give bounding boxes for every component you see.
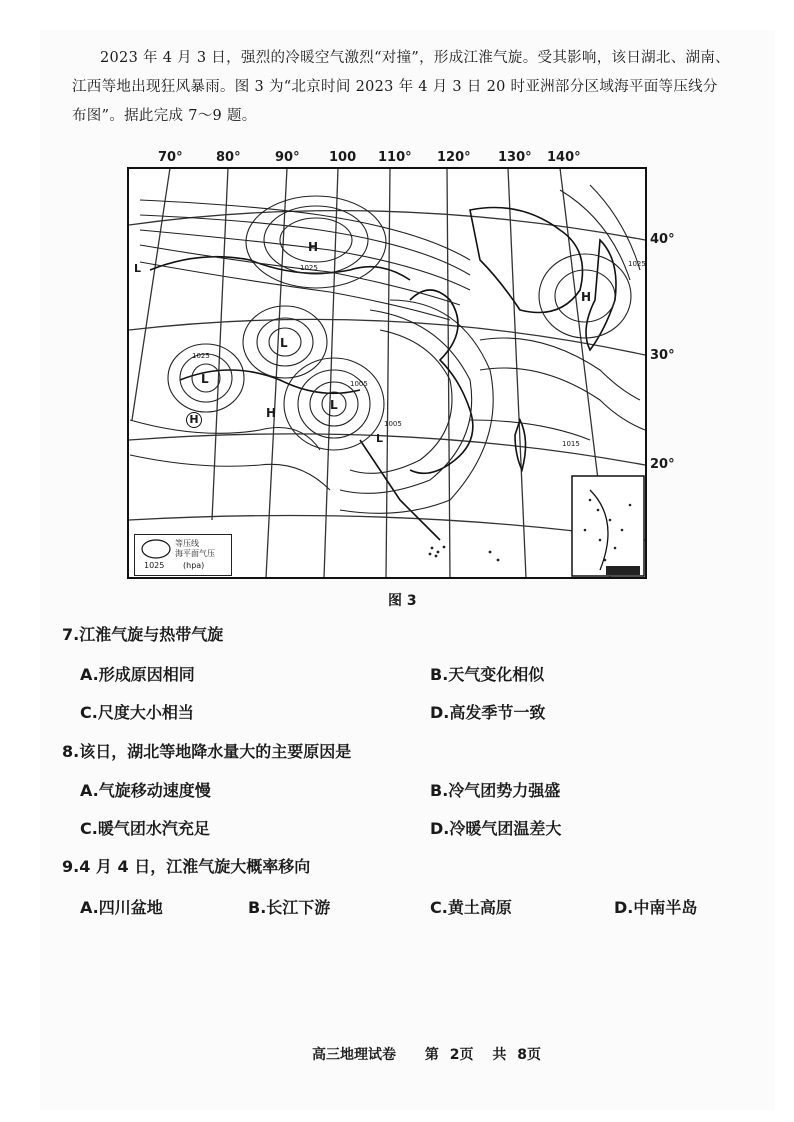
legend-value: 1025 <box>144 561 165 570</box>
latitude-label: 20° <box>650 457 675 472</box>
isobar-value: 1005 <box>350 380 368 388</box>
option-b[interactable]: B.长江下游 <box>248 898 331 917</box>
low-pressure-marker: L <box>280 336 288 350</box>
isobar-value: 1025 <box>192 352 210 360</box>
longitude-label: 130° <box>498 150 532 165</box>
longitude-label: 80° <box>216 150 241 165</box>
question-7 <box>62 622 223 645</box>
isobar-value: 1005 <box>384 420 402 428</box>
latitude-label: 30° <box>650 348 675 363</box>
legend-unit: (hpa) <box>183 561 205 570</box>
low-pressure-marker: L <box>376 432 384 445</box>
scale-bar <box>606 566 640 575</box>
high-pressure-marker: H <box>186 412 202 428</box>
option-a[interactable]: A.形成原因相同 <box>80 665 195 684</box>
longitude-label: 120° <box>437 150 471 165</box>
legend-isobar-label: 等压线 <box>175 539 199 548</box>
footer-total: 共 8页 <box>492 1047 541 1063</box>
option-c[interactable]: C.黄土高原 <box>430 898 512 917</box>
option-a[interactable]: A.四川盆地 <box>80 898 163 917</box>
longitude-label: 140° <box>547 150 581 165</box>
low-pressure-marker: L <box>330 398 338 412</box>
isobar-value: 1025 <box>300 264 318 272</box>
question-9 <box>62 854 310 877</box>
question-number: 7. <box>62 625 80 644</box>
isobar-value: 1015 <box>562 440 580 448</box>
legend-pressure-label: 海平面气压 <box>175 549 215 558</box>
longitude-label: 100 <box>329 150 357 165</box>
option-b[interactable]: B.天气变化相似 <box>430 665 545 684</box>
option-d[interactable]: D.冷暖气团温差大 <box>430 819 562 838</box>
question-number: 9. <box>62 857 80 876</box>
longitude-label: 90° <box>275 150 300 165</box>
low-pressure-marker: L <box>201 372 209 386</box>
high-pressure-marker: H <box>266 406 277 420</box>
option-c[interactable]: C.尺度大小相当 <box>80 703 194 722</box>
footer-title: 高三地理试卷 <box>312 1047 396 1063</box>
option-d[interactable]: D.高发季节一致 <box>430 703 546 722</box>
intro-text: 2023 年 4 月 3 日，强烈的冷暖空气激烈“对撞”，形成江淮气旋。受其影响，该日湖北、湖南、江西等地出现狂风暴雨。图 3 为“北京时间 2023 年 4 月 3 日 20 时亚洲部分区域海平面等压线分布图”。据此完成 7～9 题。 <box>72 50 730 124</box>
map-legend <box>134 534 232 576</box>
figure-caption: 图 3 <box>388 593 417 609</box>
option-d[interactable]: D.中南半岛 <box>614 898 698 917</box>
isobar-value: 1025 <box>628 260 646 268</box>
longitude-label: 70° <box>158 150 183 165</box>
question-8 <box>62 739 351 762</box>
question-stem: 江淮气旋与热带气旋 <box>79 625 224 644</box>
option-b[interactable]: B.冷气团势力强盛 <box>430 781 561 800</box>
longitude-label: 110° <box>378 150 412 165</box>
option-c[interactable]: C.暖气团水汽充足 <box>80 819 210 838</box>
question-stem: 4 月 4 日，江淮气旋大概率移向 <box>79 857 311 876</box>
page-footer <box>312 1044 541 1064</box>
option-a[interactable]: A.气旋移动速度慢 <box>80 781 211 800</box>
latitude-label: 40° <box>650 232 675 247</box>
question-number: 8. <box>62 742 80 761</box>
high-pressure-marker: H <box>581 290 592 304</box>
high-pressure-marker: H <box>308 240 319 254</box>
footer-page: 第 2页 <box>424 1047 474 1063</box>
isobar-legend-icon <box>139 537 175 563</box>
low-pressure-marker: L <box>134 262 142 275</box>
question-stem: 该日，湖北等地降水量大的主要原因是 <box>79 742 352 761</box>
